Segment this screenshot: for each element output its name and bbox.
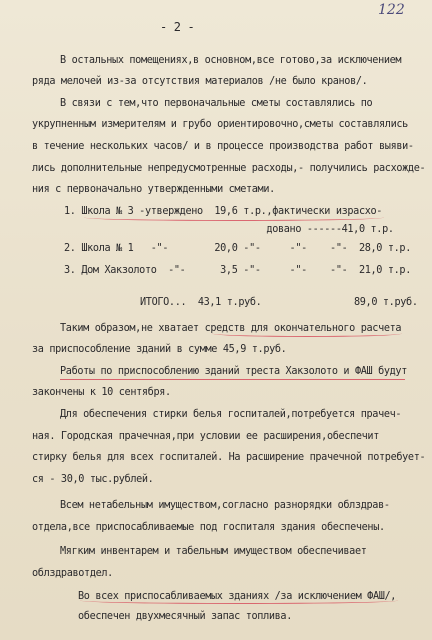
- para7-line1: Мягким инвентарем и табельным имуществом обеспечивает: [60, 546, 367, 557]
- table-row: 1. Школа № 3 -утверждено 19,6 т.р.,фактически израсхо-: [64, 206, 383, 217]
- para1-line2: ряда мелочей из-за отсутствия материалов /не было кранов/.: [32, 76, 368, 87]
- para2-line5: ния с первоначально утвержденными сметами.: [32, 184, 275, 195]
- para7-line2: облздравотдел.: [32, 568, 113, 579]
- underline-para4: [60, 379, 405, 380]
- para5-line4: ся - 30,0 тыс.рублей.: [32, 474, 154, 485]
- para4-line2: закончены к 10 сентября.: [32, 387, 171, 398]
- table-row: довано ------41,0 т.р.: [64, 224, 394, 235]
- para2-line3: в течение нескольких часов/ и в процессе производства работ выяви-: [32, 141, 414, 152]
- page-number: - 2 -: [160, 20, 195, 34]
- para2-line2: укрупненным измерителям и грубо ориентировочно,сметы составлялись: [32, 119, 408, 130]
- para5-line1: Для обеспечения стирки белья госпиталей,потребуется прачеч-: [60, 409, 402, 420]
- para1-line1: В остальных помещениях,в основном,все готово,за исключением: [60, 55, 402, 66]
- para2-line4: лись дополнительные непредусмотренные расходы,- получились расхожде-: [32, 163, 426, 174]
- table-row: 3. Дом Хакзолото -"- 3,5 -"- -"- -"- 21,0 т.р.: [64, 265, 412, 276]
- table-total: ИТОГО... 43,1 т.руб. 89,0 т.руб.: [140, 297, 418, 308]
- para2-line1: В связи с тем,что первоначальные сметы составлялись по: [60, 98, 373, 109]
- para8-line1: Во всех приспосабливаемых зданиях /за исключением ФАШ/,: [78, 591, 397, 602]
- para3-line1: Таким образом,не хватает средств для окончательного расчета: [60, 323, 402, 334]
- para6-line2: отдела,все приспосабливаемые под госпиталя здания обеспечены.: [32, 522, 385, 533]
- para8-line2: обеспечен двухмесячный запас топлива.: [78, 611, 292, 622]
- para5-line3: стирку белья для всех госпиталей. На расширение прачечной потребует-: [32, 452, 426, 463]
- para3-line2: за приспособление зданий в сумме 45,9 т.руб.: [32, 344, 287, 355]
- underline-row1: [84, 214, 384, 221]
- para5-line2: ная. Городская прачечная,при условии ее расширения,обеспечит: [32, 431, 380, 442]
- para6-line1: Всем нетабельным имуществом,согласно разнорядки облздрав-: [60, 500, 390, 511]
- underline-para3: [212, 330, 402, 337]
- archive-number: 122: [378, 2, 405, 18]
- table-row: 2. Школа № 1 -"- 20,0 -"- -"- -"- 28,0 т.р.: [64, 243, 412, 254]
- underline-para8: [80, 597, 398, 604]
- para4-line1: Работы по приспособлению зданий треста Хакзолото и ФАШ будут: [60, 366, 408, 377]
